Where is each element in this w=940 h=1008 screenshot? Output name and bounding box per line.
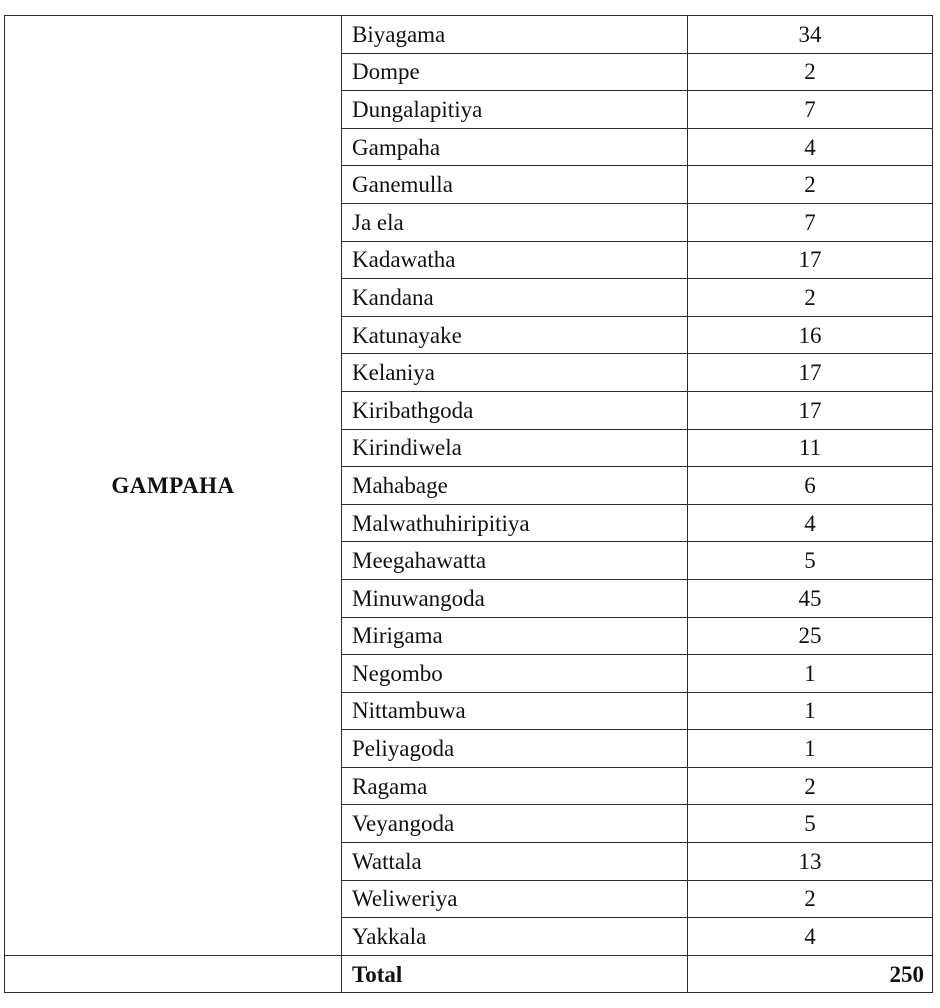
area-count-cell: 45 <box>688 579 933 617</box>
area-name-cell: Meegahawatta <box>342 542 688 580</box>
table-row <box>5 16 933 54</box>
area-count-cell: 2 <box>688 279 933 317</box>
area-name-cell: Dungalapitiya <box>342 91 688 129</box>
area-name-cell: Dompe <box>342 53 688 91</box>
area-name-cell: Ganemulla <box>342 166 688 204</box>
area-name-cell: Minuwangoda <box>342 579 688 617</box>
area-count-cell: 4 <box>688 918 933 956</box>
area-count-cell: 1 <box>688 692 933 730</box>
area-name-cell: Kelaniya <box>342 354 688 392</box>
area-count-cell: 17 <box>688 354 933 392</box>
area-count-cell: 17 <box>688 241 933 279</box>
area-name-cell: Veyangoda <box>342 805 688 843</box>
area-name-cell: Kadawatha <box>342 241 688 279</box>
area-name-cell: Ja ela <box>342 203 688 241</box>
area-name-cell: Peliyagoda <box>342 730 688 768</box>
area-name-cell: Katunayake <box>342 316 688 354</box>
area-count-cell: 6 <box>688 467 933 505</box>
area-name-cell: Kirindiwela <box>342 429 688 467</box>
area-count-cell: 5 <box>688 805 933 843</box>
area-count-cell: 1 <box>688 730 933 768</box>
total-value-cell: 250 <box>688 955 933 993</box>
area-count-cell: 2 <box>688 767 933 805</box>
area-name-cell: Biyagama <box>342 16 688 54</box>
total-label-cell: Total <box>342 955 688 993</box>
area-name-cell: Malwathuhiripitiya <box>342 504 688 542</box>
area-count-cell: 7 <box>688 91 933 129</box>
area-count-cell: 13 <box>688 843 933 881</box>
area-count-cell: 16 <box>688 316 933 354</box>
area-name-cell: Mirigama <box>342 617 688 655</box>
district-area-count-table <box>4 15 933 993</box>
area-count-cell: 4 <box>688 504 933 542</box>
area-count-cell: 2 <box>688 166 933 204</box>
area-count-cell: 2 <box>688 880 933 918</box>
area-name-cell: Weliweriya <box>342 880 688 918</box>
area-count-cell: 5 <box>688 542 933 580</box>
total-row <box>5 955 933 993</box>
area-count-cell: 4 <box>688 128 933 166</box>
area-name-cell: Kiribathgoda <box>342 391 688 429</box>
area-count-cell: 1 <box>688 655 933 693</box>
area-count-cell: 25 <box>688 617 933 655</box>
area-name-cell: Gampaha <box>342 128 688 166</box>
area-count-cell: 17 <box>688 391 933 429</box>
area-name-cell: Yakkala <box>342 918 688 956</box>
area-name-cell: Ragama <box>342 767 688 805</box>
area-name-cell: Mahabage <box>342 467 688 505</box>
area-name-cell: Negombo <box>342 655 688 693</box>
total-row-blank-cell <box>5 955 342 993</box>
district-name-cell: GAMPAHA <box>5 16 342 956</box>
area-count-cell: 11 <box>688 429 933 467</box>
table-body <box>5 16 933 993</box>
area-count-cell: 7 <box>688 203 933 241</box>
area-count-cell: 2 <box>688 53 933 91</box>
area-name-cell: Wattala <box>342 843 688 881</box>
area-name-cell: Kandana <box>342 279 688 317</box>
area-count-cell: 34 <box>688 16 933 54</box>
area-name-cell: Nittambuwa <box>342 692 688 730</box>
